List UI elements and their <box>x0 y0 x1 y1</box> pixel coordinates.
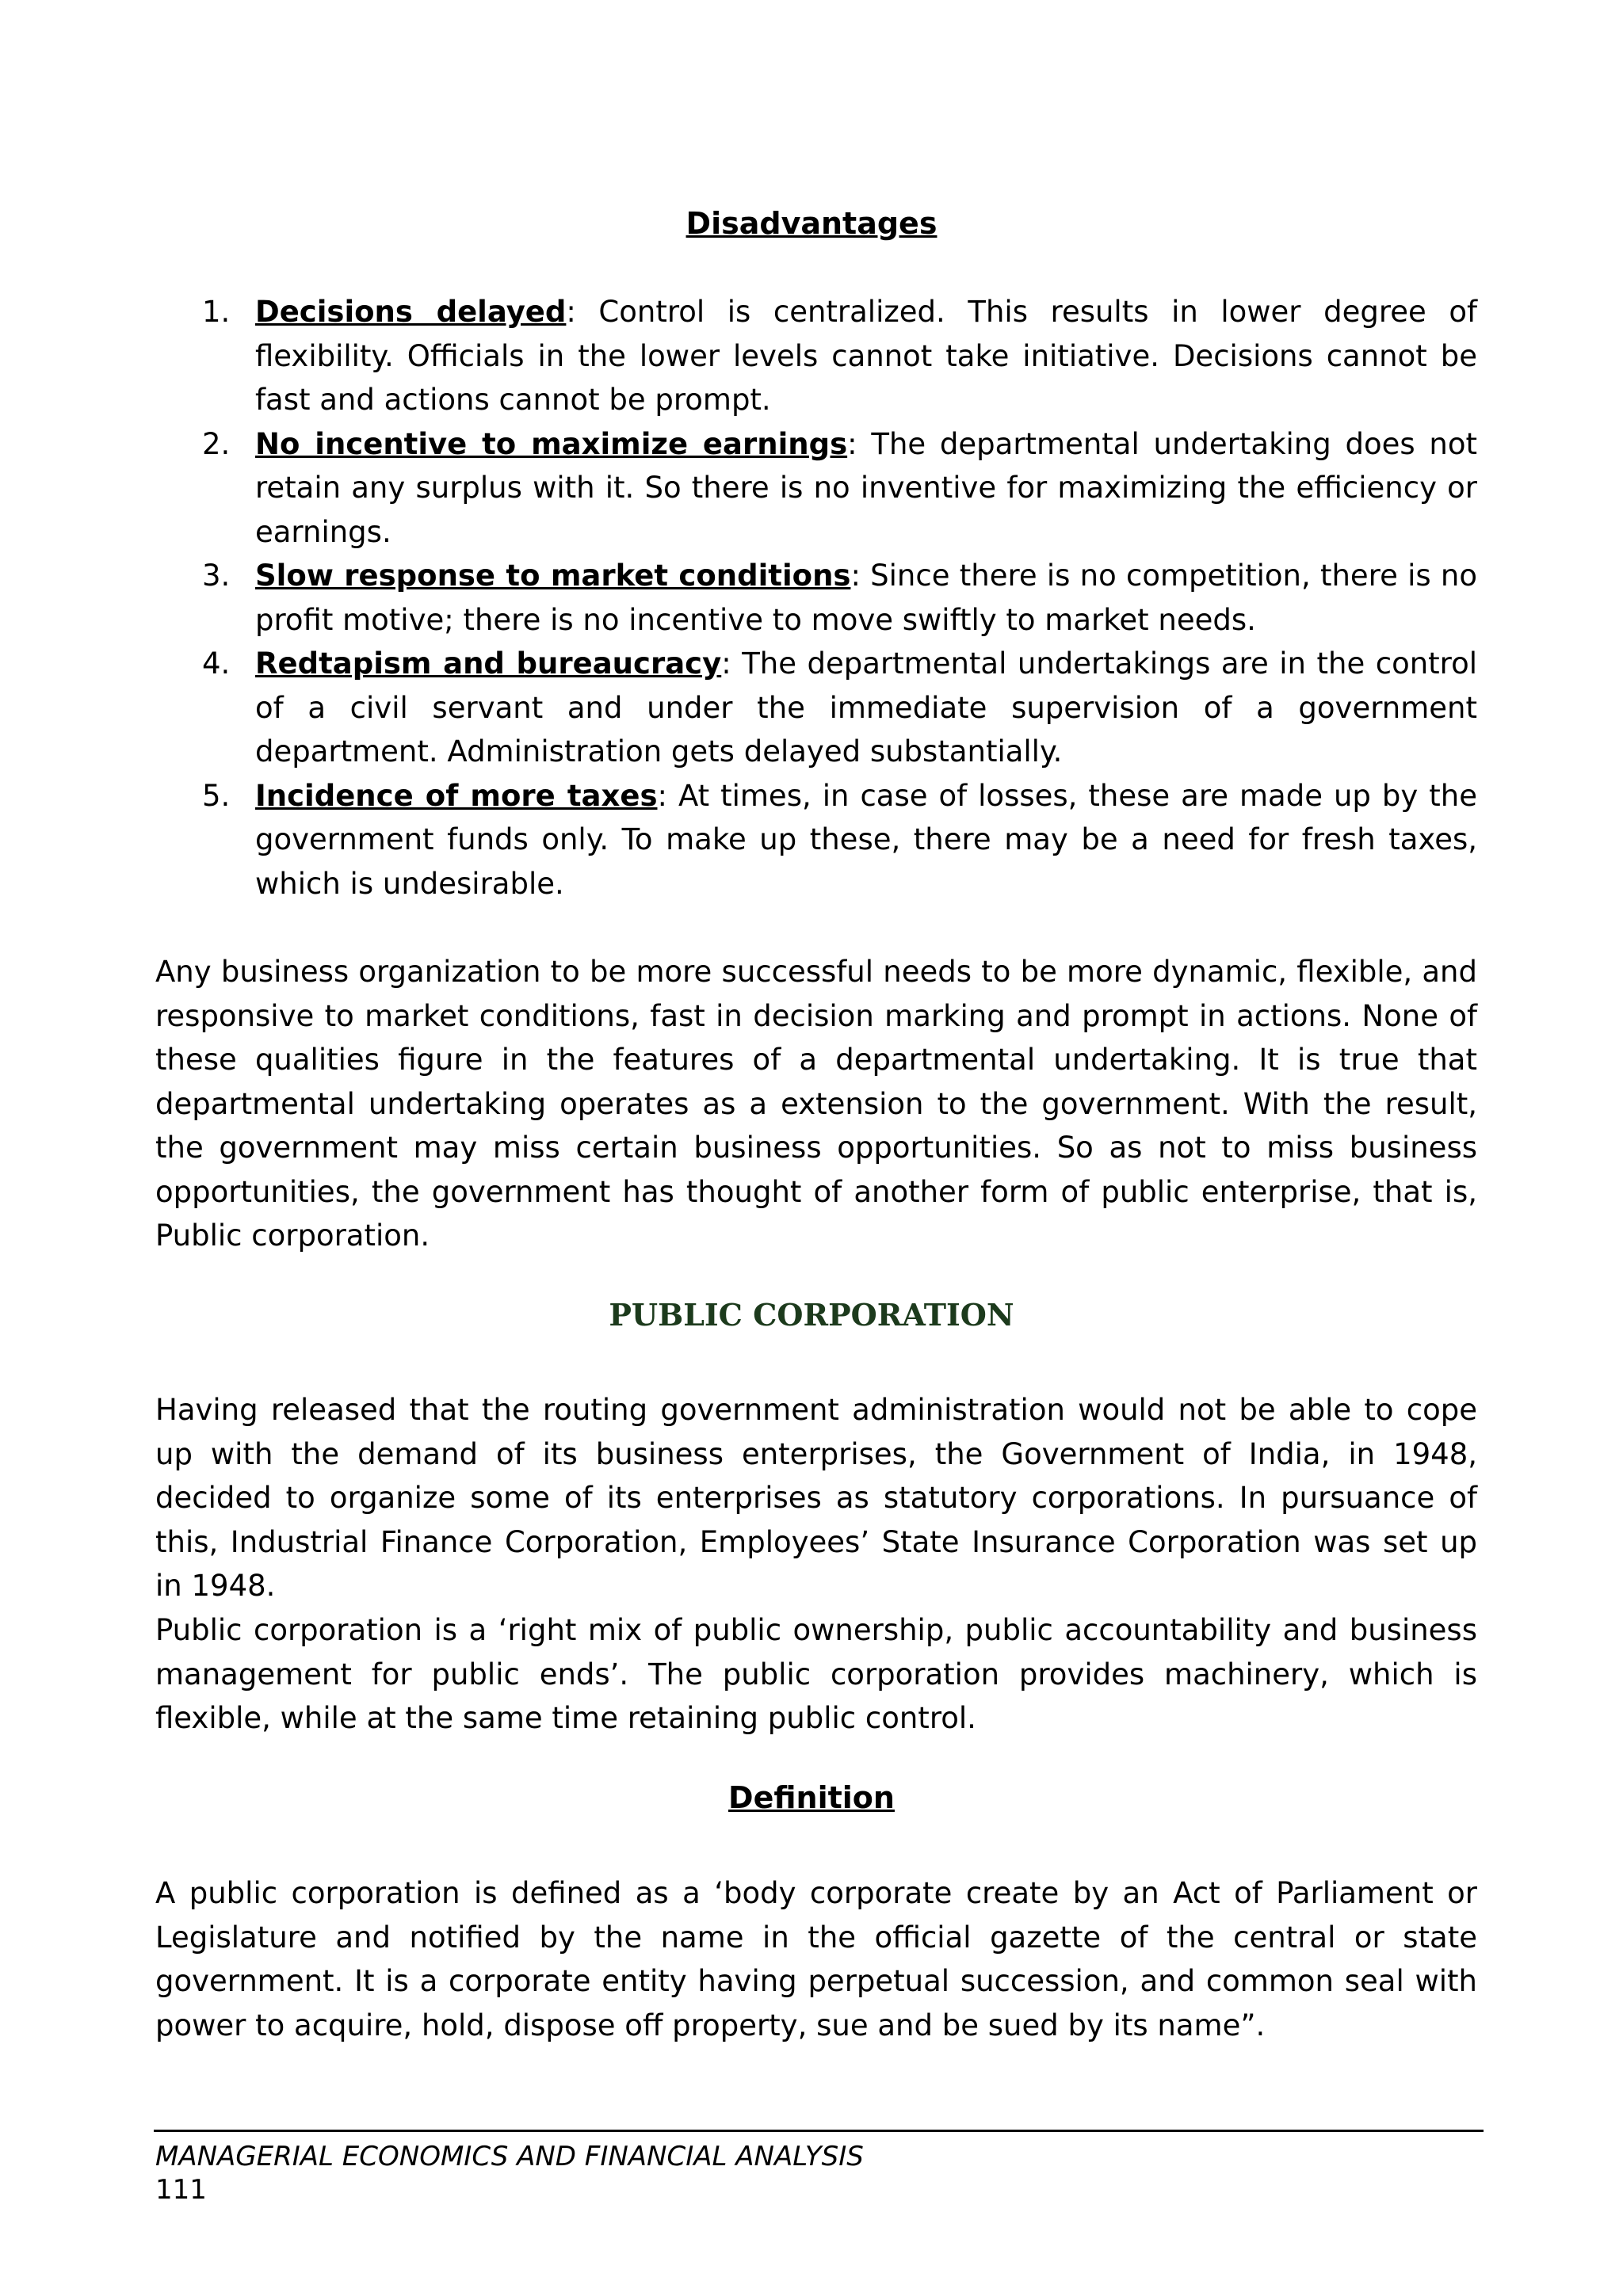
disadvantages-list <box>155 290 1477 906</box>
list-item-term: No incentive to maximize earnings <box>255 426 848 461</box>
footer-divider <box>154 2130 1484 2132</box>
disadvantages-heading: Disadvantages <box>685 206 938 241</box>
list-item-text: : At times, in case of losses, these are made up by the government funds only. To make up these, there may be a need for fresh taxes, which is undesirable. <box>255 778 1477 901</box>
list-item <box>155 642 1477 774</box>
list-item-number: 1. <box>202 295 231 329</box>
page-number: 111 <box>155 2174 207 2206</box>
list-item-text: : The departmental undertaking does not retain any surplus with it. So there is no inventive for maximizing the efficiency or earnings. <box>255 426 1477 549</box>
list-item-term: Incidence of more taxes <box>255 778 658 813</box>
list-item-term: Slow response to market conditions <box>255 559 851 593</box>
public-corporation-title: PUBLIC CORPORATION <box>609 1297 1014 1333</box>
list-item <box>155 554 1477 642</box>
list-item-number: 5. <box>202 778 231 813</box>
list-item-text: : Since there is no competition, there is no profit motive; there is no incentive to move swiftly to market needs. <box>255 559 1477 637</box>
list-item-number: 2. <box>202 426 231 461</box>
public-corporation-paragraph-1: Having released that the routing government administration would not be able to cope up with the demand of its business enterprises, the Government of India, in 1948, decided to organize some of its enterprises as statutory corporations. In pursuance of this, Industrial Finance Corporation, Employees’ State Insurance Corporation was set up in 1948. <box>155 1393 1477 1603</box>
list-item-number: 4. <box>202 646 231 681</box>
public-corporation-paragraph-2: Public corporation is a ‘right mix of public ownership, public accountability and business management for public ends’. The public corporation provides machinery, which is flexible, while at the same time retaining public control. <box>155 1613 1477 1735</box>
footer-title: MANAGERIAL ECONOMICS AND FINANCIAL ANALYSIS <box>155 2141 864 2172</box>
list-item-text: : Control is centralized. This results in lower degree of flexibility. Officials in the lower levels cannot take initiative. Decisions cannot be fast and actions cannot be prompt. <box>255 295 1477 417</box>
list-item-number: 3. <box>202 559 231 593</box>
list-item <box>155 290 1477 422</box>
list-item-term: Decisions delayed <box>255 295 567 329</box>
summary-paragraph: Any business organization to be more successful needs to be more dynamic, flexible, and responsive to market conditions, fast in decision marking and prompt in actions. None of these qualities figure in the features of a departmental undertaking. It is true that departmental undertaking operates as a extension to the government. With the result, the government may miss certain business opportunities. So as not to miss business opportunities, the government has thought of another form of public enterprise, that is, Public corporation. <box>155 955 1477 1253</box>
list-item-text: : The departmental undertakings are in the control of a civil servant and under the immediate supervision of a government department. Administration gets delayed substantially. <box>255 646 1477 769</box>
list-item <box>155 422 1477 555</box>
list-item <box>155 774 1477 906</box>
definition-heading: Definition <box>728 1780 895 1815</box>
list-item-term: Redtapism and bureaucracy <box>255 646 722 681</box>
definition-paragraph: A public corporation is defined as a ‘body corporate create by an Act of Parliament or Legislature and notified by the name in the official gazette of the central or state government. It is a corporate entity having perpetual succession, and common seal with power to acquire, hold, dispose off property, sue and be sued by its name”. <box>155 1876 1477 2042</box>
